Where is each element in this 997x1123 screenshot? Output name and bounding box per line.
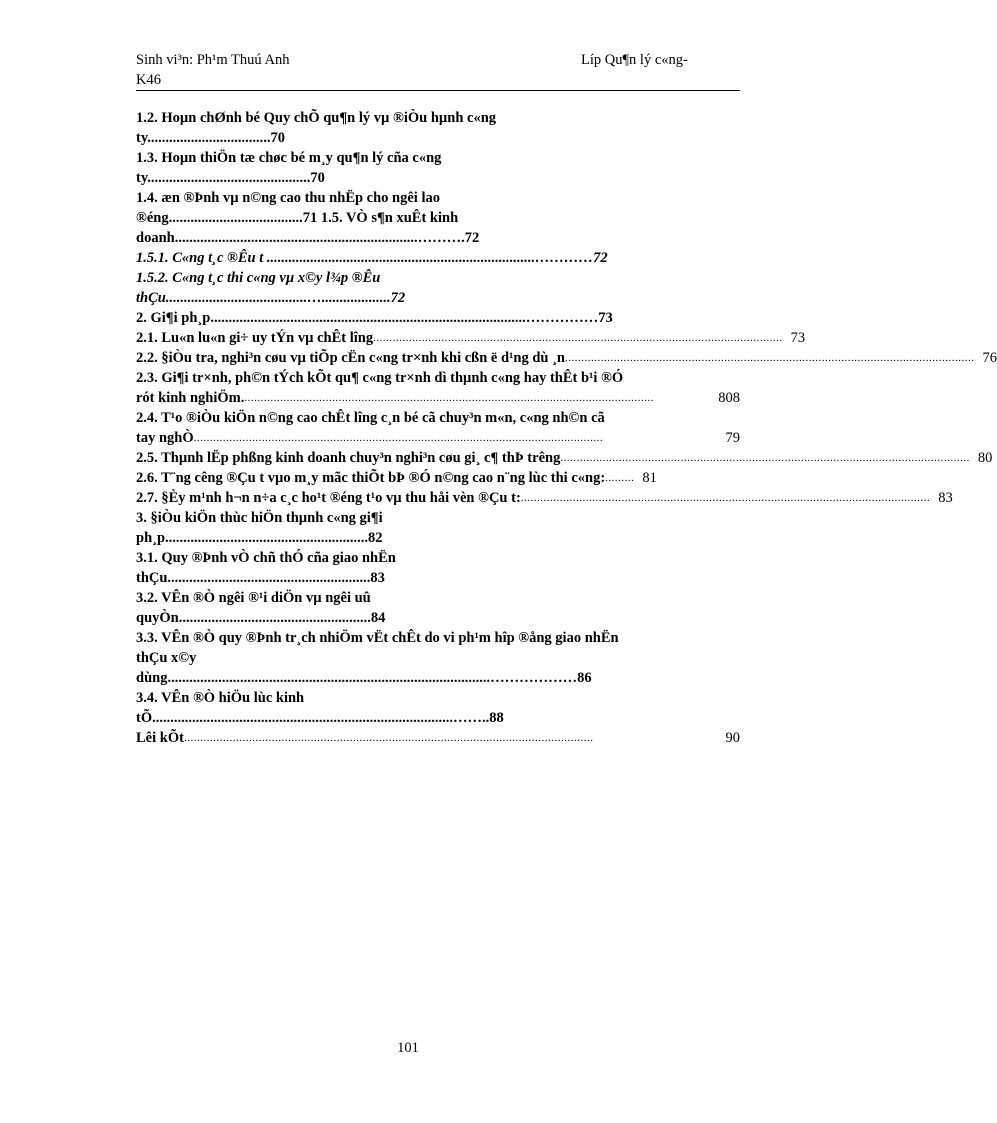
toc-dot-leader: ..............................................................................................................................	[373, 332, 783, 344]
toc-line: 3.2. VÊn ®Ò ngêi ®¹i diÖn vµ ngêi uû	[136, 590, 371, 606]
toc-line: 2.3. Gi¶i tr×nh, ph©n tÝch kÕt qu¶ c«ng tr×nh dì thµnh c«ng hay thÊt b¹i ®Ó	[136, 370, 624, 386]
toc-line: ty.............................................70	[136, 170, 325, 186]
toc-entry	[136, 448, 993, 468]
toc-dot-leader: ..............................................................................................................................	[193, 432, 604, 444]
toc-dot-leader: .........	[605, 472, 635, 484]
toc-entry-page: 83	[938, 490, 953, 506]
toc-entry-page: 80	[977, 450, 993, 466]
toc-entry	[136, 328, 806, 348]
toc-line: tÕ...................................................................................……..88	[136, 710, 504, 726]
header-divider	[136, 90, 740, 91]
toc-dot-leader: ..............................................................................................................................	[244, 392, 654, 404]
toc-line: 1.5.1. C«ng t¸c ®Êu t ..........................................................................…………72	[136, 250, 608, 266]
toc-line: thÇu x©y	[136, 650, 197, 666]
toc-entry-title: 2.6. T¨ng cêng ®Çu t vµo m¸y mãc thiÕt bÞ ®Ó n©ng cao n¨ng lùc thi c«ng:	[136, 470, 606, 486]
header-class-line1: Líp Qu¶n lý c«ng-	[581, 52, 688, 68]
toc-entry	[136, 388, 740, 408]
toc-line: 3.1. Quy ®Þnh vÒ chñ thÓ cña giao nhËn	[136, 550, 396, 566]
toc-entry-title: 2.2. §iÒu tra, nghi³n cøu vµ tiÕp cËn c«ng tr×nh khi cßn ë d¹ng dù ¸n	[136, 350, 565, 366]
toc-entry-page: 81	[642, 470, 657, 486]
toc-line: dùng.........................................................................................………………86	[136, 670, 592, 686]
toc-line: ph¸p........................................................82	[136, 530, 383, 546]
toc-dot-leader: ..............................................................................................................................	[560, 452, 970, 464]
toc-line: 2. Gi¶i ph¸p.......................................................................................……………73	[136, 310, 613, 326]
toc-line: thÇu........................................................83	[136, 570, 385, 586]
toc-line: 1.5.2. C«ng t¸c thi c«ng vµ x©y l¾p ®Êu	[136, 270, 381, 286]
toc-entry-title: 2.1. Lu«n lu«n gi÷ uy tÝn vµ chÊt lîng	[136, 330, 374, 346]
toc-entry-title: 2.5. Thµnh lËp phßng kinh doanh chuy³n nghi³n cøu gi¸ c¶ thÞ trêng	[136, 450, 561, 466]
toc-entry-page: 73	[790, 330, 806, 346]
toc-entry-title: Lêi kÕt	[136, 730, 184, 746]
toc-entry-page: 90	[725, 730, 740, 746]
toc-line: ®éng.....................................71 1.5. VÒ s¶n xuÊt kinh	[136, 210, 459, 226]
toc-line: 1.4. æn ®Þnh vµ n©ng cao thu nhËp cho ngêi lao	[136, 190, 440, 206]
header-class-line2: K46	[136, 72, 161, 88]
toc-entry	[136, 488, 953, 508]
toc-line: 3. §iÒu kiÖn thùc hiÖn thµnh c«ng gi¶i	[136, 510, 383, 526]
toc-line: quyÒn.....................................................84	[136, 610, 386, 626]
toc-entry	[136, 428, 740, 448]
toc-line: 1.3. Hoµn thiÖn tæ chøc bé m¸y qu¶n lý cña c«ng	[136, 150, 442, 166]
toc-line: thÇu.......................................…...................72	[136, 290, 406, 306]
toc-dot-leader: ..............................................................................................................................	[565, 352, 975, 364]
toc-line: 3.4. VÊn ®Ò hiÖu lùc kinh	[136, 690, 305, 706]
header-class	[581, 50, 688, 70]
toc-entry-page: 808	[718, 390, 740, 406]
toc-line: 3.3. VÊn ®Ò quy ®Þnh tr¸ch nhiÖm vËt chÊt do vi ph¹m hîp ®ång giao nhËn	[136, 630, 619, 646]
header-student: Sinh vi³n: Ph¹m Thuú Anh	[136, 52, 290, 68]
toc-entry	[136, 348, 997, 368]
toc-entry	[136, 728, 740, 748]
toc-line: ty..................................70	[136, 130, 286, 146]
toc-line: 1.2. Hoµn chØnh bé Quy chÕ qu¶n lý vµ ®iÒu hµnh c«ng	[136, 110, 497, 126]
toc-entry-page: 76	[982, 350, 997, 366]
toc-entry-title: tay nghÒ	[136, 430, 194, 446]
toc-line: 2.4. T¹o ®iÒu kiÖn n©ng cao chÊt lîng c¸n bé cã chuy³n m«n, c«ng nh©n cã	[136, 410, 605, 426]
page-number: 101	[397, 1040, 419, 1056]
table-of-contents	[136, 108, 997, 748]
toc-entry	[136, 468, 740, 488]
toc-dot-leader: ..............................................................................................................................	[183, 732, 594, 744]
toc-entry-title: rót kinh nghiÖm.	[136, 390, 245, 406]
toc-entry-title: 2.7. §Èy m¹nh h¬n n÷a c¸c ho¹t ®éng t¹o vµ thu håi vèn ®Çu t:	[136, 490, 521, 506]
toc-dot-leader: ..............................................................................................................................	[520, 492, 931, 504]
toc-entry-page: 79	[725, 430, 740, 446]
toc-line: doanh...................................................................……….72	[136, 230, 480, 246]
